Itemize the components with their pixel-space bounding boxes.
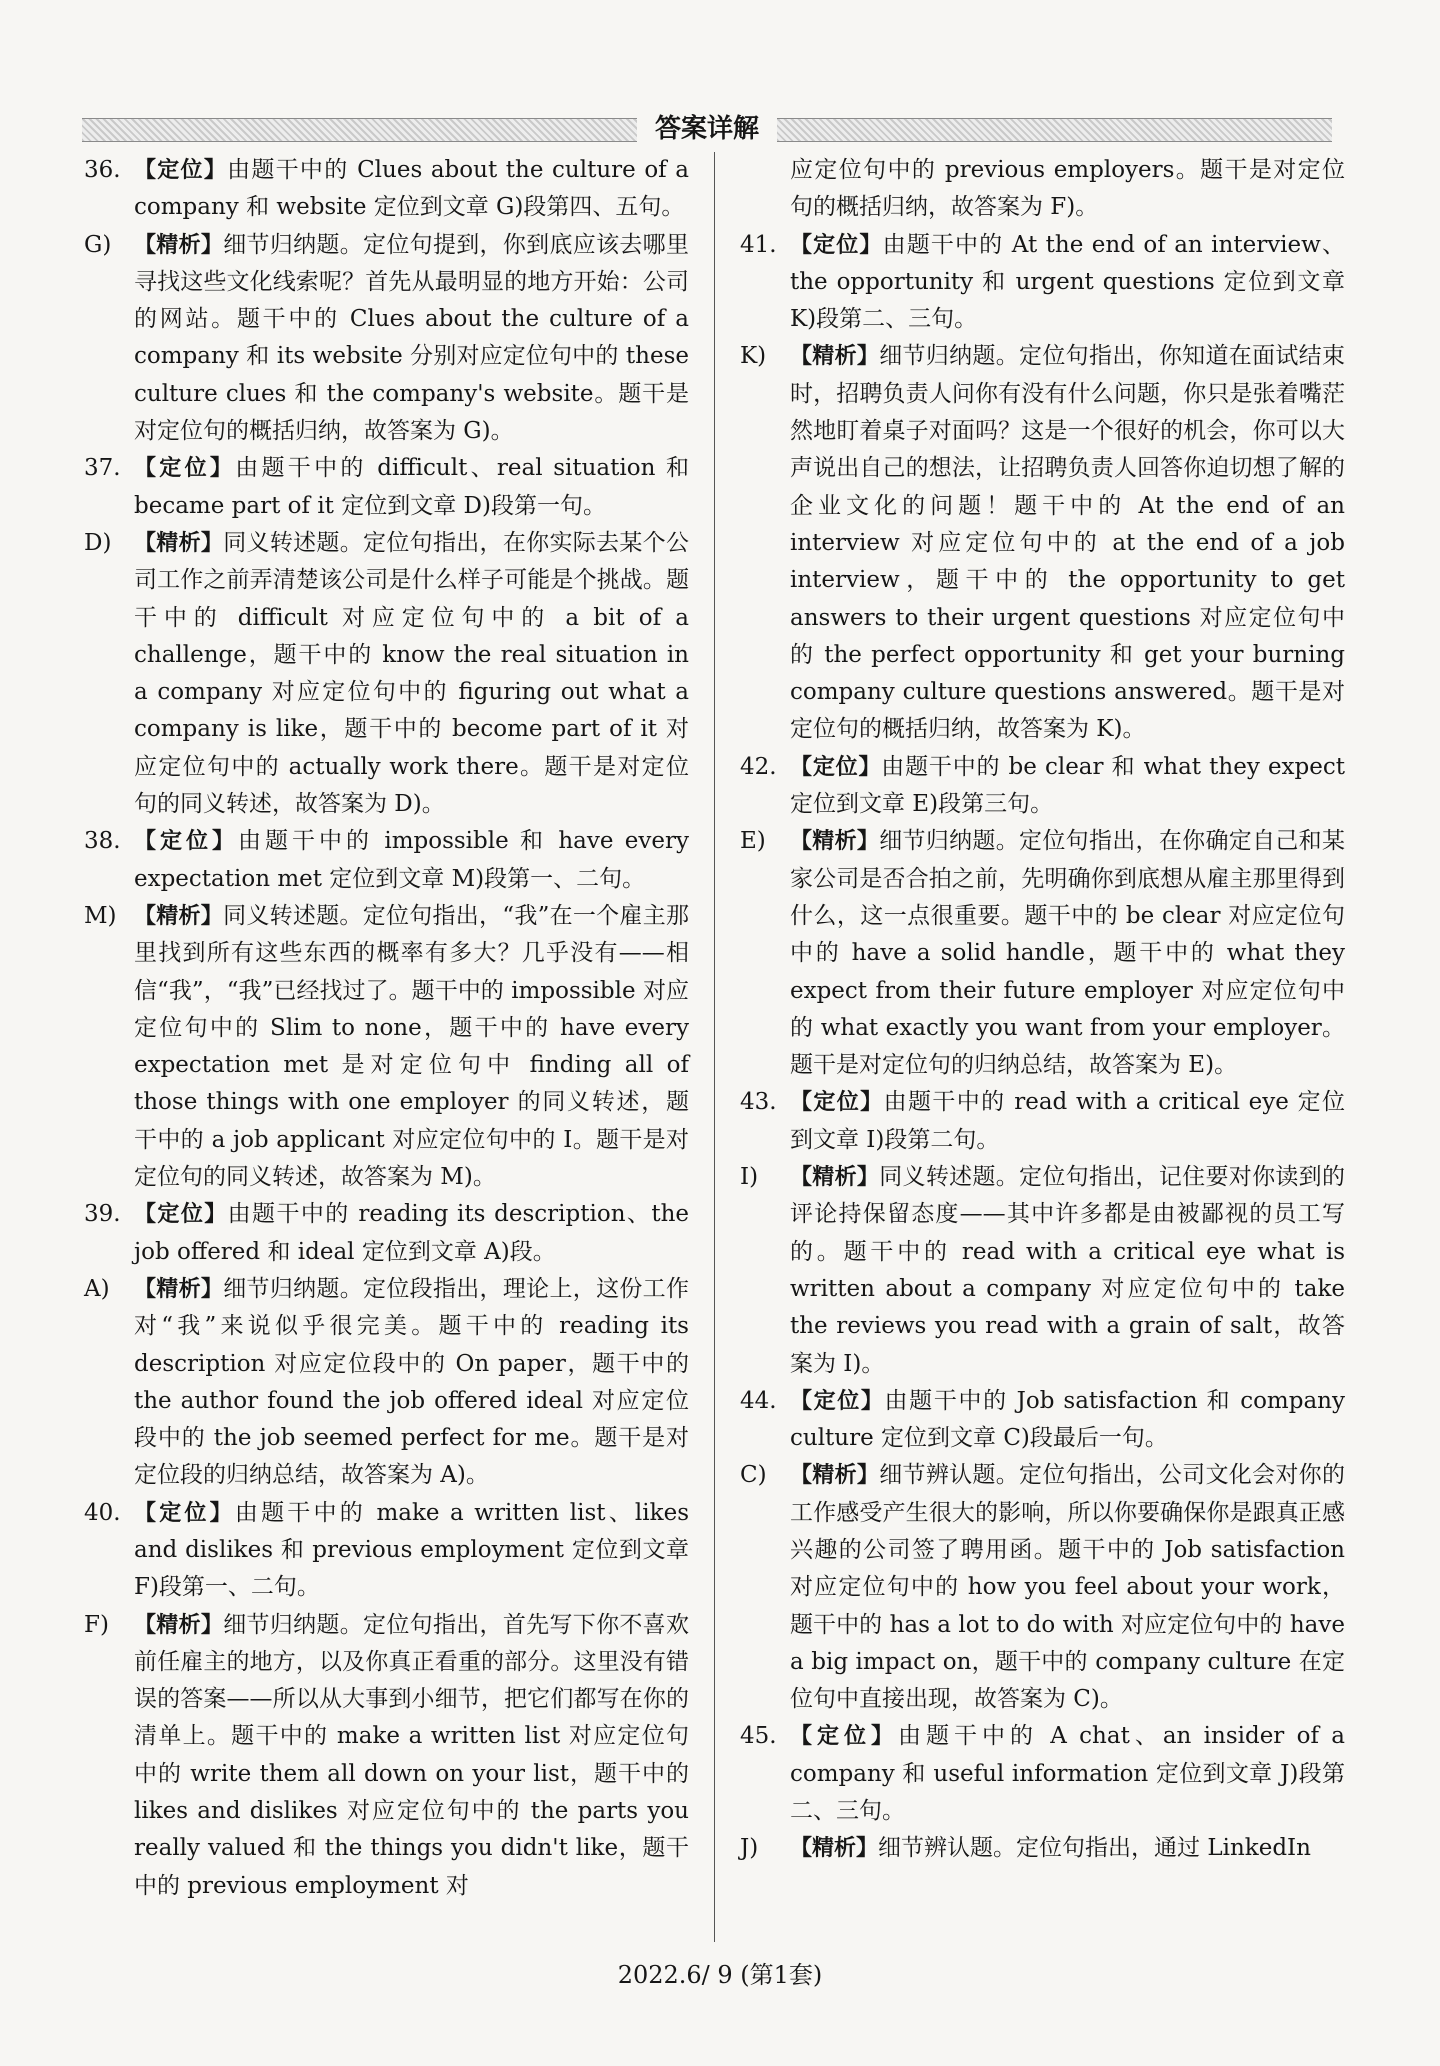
entry-text: 由题干中的 read with a critical eye 定位到文章 I)段第二句。 (790, 1089, 1345, 1153)
answer-entry (84, 1196, 689, 1271)
answer-entry (84, 525, 689, 823)
section-title: 答案详解 (654, 114, 759, 144)
entry-tag: 【精析】 (790, 344, 880, 370)
entry-text: 由题干中的 difficult、real situation 和 became part of it 定位到文章 D)段第一句。 (134, 455, 689, 519)
entry-text: 由题干中的 A chat、an insider of a company 和 useful information 定位到文章 J)段第二、三句。 (790, 1723, 1345, 1825)
entry-tag: 【定位】 (790, 1090, 884, 1116)
entry-text: 由题干中的 impossible 和 have every expectation met 定位到文章 M)段第一、二句。 (134, 828, 689, 892)
entry-text: 细节辨认题。定位句指出，公司文化会对你的工作感受产生很大的影响，所以你要确保你是跟真正感兴趣的公司签了聘用函。题干中的 Job satisfaction 对应定位句中的 how you feel about your work，题干中的 has a lot to do with 对应定位句中的 have a big impact on，题干中的 company culture 在定位句中直接出现，故答案为 C)。 (790, 1462, 1345, 1713)
answer-entry (740, 1383, 1345, 1458)
entry-tag: 【精析】 (134, 1612, 224, 1638)
entry-text: 同义转述题。定位句指出，在你实际去某个公司工作之前弄清楚该公司是什么样子可能是个挑战。题干中的 difficult 对应定位句中的 a bit of a challenge，题干中的 know the real situation in a company 对应定位句中的 figuring out what a company is like，题干中的 become part of it 对应定位句中的 actually work there。题干是对定位句的同义转述，故答案为 D)。 (134, 529, 689, 818)
answer-entry (740, 1718, 1345, 1830)
entry-number: 39. (84, 1201, 121, 1228)
entry-number: D) (84, 529, 112, 556)
page-footer: 2022.6/ 9 (第1套) (617, 1961, 823, 1989)
entry-text: 由题干中的 reading its description、the job offered 和 ideal 定位到文章 A)段。 (134, 1201, 689, 1265)
answer-entry (740, 338, 1345, 748)
entry-tag: 【定位】 (790, 1724, 898, 1750)
answer-entry (740, 1159, 1345, 1383)
entry-tag: 【精析】 (790, 1836, 879, 1862)
entry-text: 细节归纳题。定位句指出，在你确定自己和某家公司是否合拍之前，先明确你到底想从雇主那里得到什么，这一点很重要。题干中的 be clear 对应定位句中的 have a solid handle，题干中的 what they expect from their future employer 对应定位句中的 what exactly you want from your employer。题干是对定位句的归纳总结，故答案为 E)。 (790, 828, 1345, 1079)
entry-text: 由题干中的 Job satisfaction 和 company culture 定位到文章 C)段最后一句。 (790, 1387, 1345, 1452)
answer-entry (84, 898, 689, 1196)
answer-entry (84, 450, 689, 525)
entry-tag: 【定位】 (790, 1388, 885, 1414)
answer-entry (740, 749, 1345, 824)
entry-tag: 【定位】 (134, 456, 236, 482)
entry-tag: 【精析】 (790, 1463, 880, 1489)
entry-number: 37. (84, 455, 121, 482)
entry-number: 38. (84, 828, 121, 855)
entry-tag: 【精析】 (134, 1276, 224, 1302)
entry-number: 42. (740, 753, 777, 780)
entry-tag: 【定位】 (134, 158, 228, 183)
entry-number: F) (84, 1611, 109, 1638)
entry-number: 36. (84, 157, 121, 183)
entry-number: 40. (84, 1499, 121, 1526)
answer-entry (740, 152, 1345, 227)
answer-entry (84, 227, 689, 451)
entry-number: 45. (740, 1723, 777, 1750)
entry-text: 同义转述题。定位句指出，记住要对你读到的评论持保留态度——其中许多都是由被鄙视的员工写的。题干中的 read with a critical eye what is written about a company 对应定位句中的 take the reviews you read with a grain of salt，故答案为 I)。 (790, 1164, 1345, 1377)
section-header (82, 114, 1332, 144)
answer-entry (740, 1830, 1345, 1867)
answer-entry (740, 1084, 1345, 1159)
entry-number: 41. (740, 231, 777, 258)
entry-tag: 【精析】 (134, 530, 224, 556)
entry-tag: 【定位】 (134, 1500, 235, 1526)
answer-entry (84, 152, 689, 227)
entry-number: G) (84, 231, 112, 258)
entry-number: J) (740, 1835, 759, 1862)
entry-tag: 【精析】 (790, 1165, 880, 1191)
entry-number: I) (740, 1164, 759, 1191)
entry-number: C) (740, 1462, 767, 1489)
entry-text: 由题干中的 be clear 和 what they expect 定位到文章 E)段第三句。 (790, 753, 1345, 818)
answer-entry (84, 823, 689, 898)
entry-text: 细节辨认题。定位句指出，通过 LinkedIn (878, 1835, 1311, 1862)
entry-number: A) (84, 1275, 110, 1302)
entry-tag: 【定位】 (134, 1202, 228, 1228)
entry-number: K) (740, 343, 767, 370)
entry-text: 细节归纳题。定位段指出，理论上，这份工作对“我”来说似乎很完美。题干中的 reading its description 对应定位段中的 On paper，题干中的 the author found the job offered ideal 对应定位段中的 the job seemed perfect for me。题干是对定位段的归纳总结，故答案为 A)。 (134, 1275, 689, 1489)
entry-tag: 【精析】 (790, 829, 880, 855)
right-column (740, 152, 1345, 1868)
answer-entry (740, 227, 1345, 339)
entry-number: M) (84, 902, 117, 929)
entry-tag: 【定位】 (790, 754, 882, 780)
entry-text: 由题干中的 make a written list、likes and dislikes 和 previous employment 定位到文章 F)段第一、二句。 (134, 1499, 689, 1601)
answer-entry (84, 1607, 689, 1905)
entry-text: 应定位句中的 previous employers。题干是对定位句的概括归纳，故答案为 F)。 (790, 157, 1345, 221)
answer-entry (740, 823, 1345, 1084)
answer-entry (740, 1457, 1345, 1718)
entry-text: 细节归纳题。定位句指出，你知道在面试结束时，招聘负责人问你有没有什么问题，你只是张着嘴茫然地盯着桌子对面吗？这是一个很好的机会，你可以大声说出自己的想法，让招聘负责人回答你迫切想了解的企业文化的问题！题干中的 At the end of an interview 对应定位句中的 at the end of a job interview，题干中的 the opportunity to get answers to their urgent questions 对应定位句中的 the perfect opportunity 和 get your burning company culture questions answered。题干是对定位句的概括归纳，故答案为 K)。 (790, 343, 1345, 743)
column-divider (714, 152, 715, 1942)
entry-number: 43. (740, 1089, 777, 1116)
entry-tag: 【定位】 (790, 232, 883, 258)
left-column (84, 152, 689, 1905)
entry-tag: 【定位】 (134, 829, 239, 855)
answer-entry (84, 1495, 689, 1607)
entry-text: 由题干中的 At the end of an interview、the opportunity 和 urgent questions 定位到文章 K)段第二、三句。 (790, 231, 1345, 333)
entry-number: E) (740, 828, 766, 855)
answer-entry (84, 1271, 689, 1495)
entry-tag: 【精析】 (134, 903, 224, 929)
entry-text: 由题干中的 Clues about the culture of a company 和 website 定位到文章 G)段第四、五句。 (134, 157, 689, 221)
entry-tag: 【精析】 (134, 232, 224, 258)
entry-text: 细节归纳题。定位句指出，首先写下你不喜欢前任雇主的地方，以及你真正看重的部分。这里没有错误的答案——所以从大事到小细节，把它们都写在你的清单上。题干中的 make a written list 对应定位句中的 write them all down on your list，题干中的 likes and dislikes 对应定位句中的 the parts you really valued 和 the things you didn't like，题干中的 previous employment 对 (134, 1611, 689, 1899)
entry-number: 44. (740, 1387, 777, 1414)
entry-text: 细节归纳题。定位句提到，你到底应该去哪里寻找这些文化线索呢？首先从最明显的地方开始：公司的网站。题干中的 Clues about the culture of a company 和 its website 分别对应定位句中的 these culture clues 和 the company's website。题干是对定位句的概括归纳，故答案为 G)。 (134, 231, 689, 445)
entry-text: 同义转述题。定位句指出，“我”在一个雇主那里找到所有这些东西的概率有多大？几乎没有——相信“我”，“我”已经找过了。题干中的 impossible 对应定位句中的 Slim to none，题干中的 have every expectation met 是对定位句中 finding all of those things with one employer 的同义转述，题干中的 a job applicant 对应定位句中的 I。题干是对定位句的同义转述，故答案为 M)。 (134, 902, 689, 1191)
